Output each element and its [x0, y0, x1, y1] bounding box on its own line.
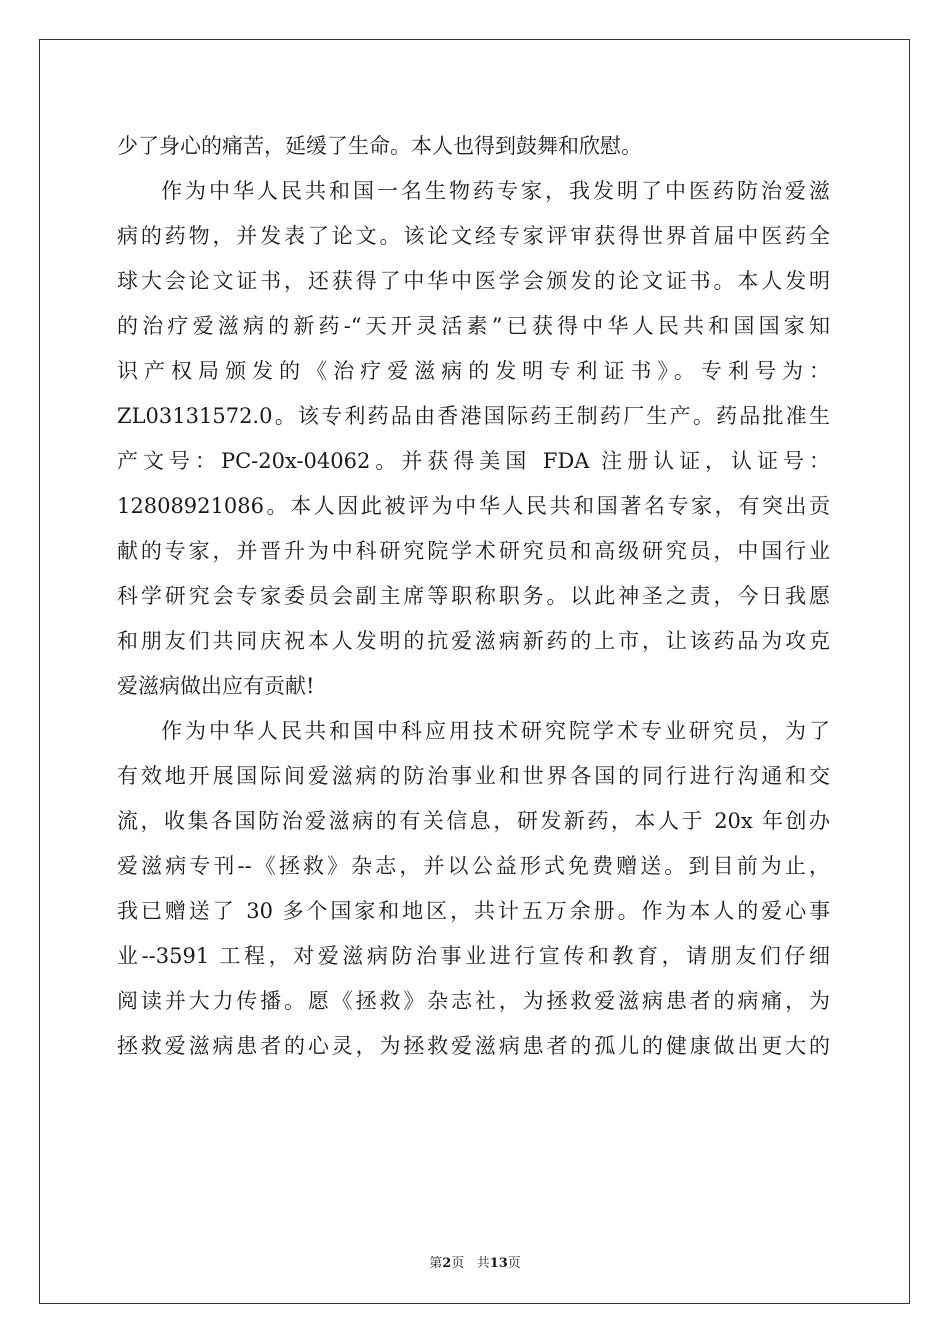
page-footer: [0, 1256, 950, 1272]
footer-total-prefix: 共: [476, 1256, 490, 1271]
text-line: 和朋友们共同庆祝本人发明的抗爱滋病新药的上市，让该药品为攻克: [117, 629, 830, 653]
document-body: [117, 124, 830, 1069]
text-line: 爱滋病做出应有贡献!: [117, 674, 315, 698]
footer-total-suffix: 页: [507, 1256, 521, 1271]
text-line: 爱滋病专刊--《拯救》杂志，并以公益形式免费赠送。到目前为止，: [117, 854, 830, 878]
text-line: 的治疗爱滋病的新药-“天开灵活素”已获得中华人民共和国国家知: [117, 314, 830, 338]
text-line: 球大会论文证书，还获得了中华中医学会颁发的论文证书。本人发明: [117, 269, 830, 293]
text-line: 阅读并大力传播。愿《拯救》杂志社，为拯救爱滋病患者的病痛，为: [117, 989, 830, 1013]
text-line: 少了身心的痛苦，延缓了生命。本人也得到鼓舞和欣慰。: [117, 134, 642, 158]
text-line: ZL03131572.0。该专利药品由香港国际药王制药厂生产。药品批准生: [117, 404, 830, 428]
text-line: 作为中华人民共和国中科应用技术研究院学术专业研究员，为了: [161, 719, 830, 743]
text-line: 识产权局颁发的《治疗爱滋病的发明专利证书》。专利号为：: [117, 359, 830, 383]
text-line: 科学研究会专家委员会副主席等职称职务。以此神圣之责，今日我愿: [117, 584, 830, 608]
text-line: 我已赠送了 30 多个国家和地区，共计五万余册。作为本人的爱心事: [117, 899, 830, 923]
text-line: 产文号：PC-20x-04062。并获得美国 FDA 注册认证，认证号：: [117, 449, 830, 473]
text-line: 流，收集各国防治爱滋病的有关信息，研发新药，本人于 20x 年创办: [117, 809, 830, 833]
text-line: 拯救爱滋病患者的心灵，为拯救爱滋病患者的孤儿的健康做出更大的: [117, 1034, 830, 1058]
text-line: 献的专家，并晋升为中科研究院学术研究员和高级研究员，中国行业: [117, 539, 830, 563]
text-line: 业--3591 工程，对爱滋病防治事业进行宣传和教育，请朋友们仔细: [117, 944, 830, 968]
text-line: 有效地开展国际间爱滋病的防治事业和世界各国的同行进行沟通和交: [117, 764, 830, 788]
text-line: 12808921086。本人因此被评为中华人民共和国著名专家，有突出贡: [117, 494, 830, 518]
footer-page-suffix: 页: [451, 1256, 465, 1271]
footer-prefix: 第: [429, 1256, 443, 1271]
page-number: 2: [442, 1256, 452, 1271]
text-line: 作为中华人民共和国一名生物药专家，我发明了中医药防治爱滋: [161, 179, 830, 203]
text-line: 病的药物，并发表了论文。该论文经专家评审获得世界首届中医药全: [117, 224, 830, 248]
total-pages: 13: [489, 1256, 508, 1271]
